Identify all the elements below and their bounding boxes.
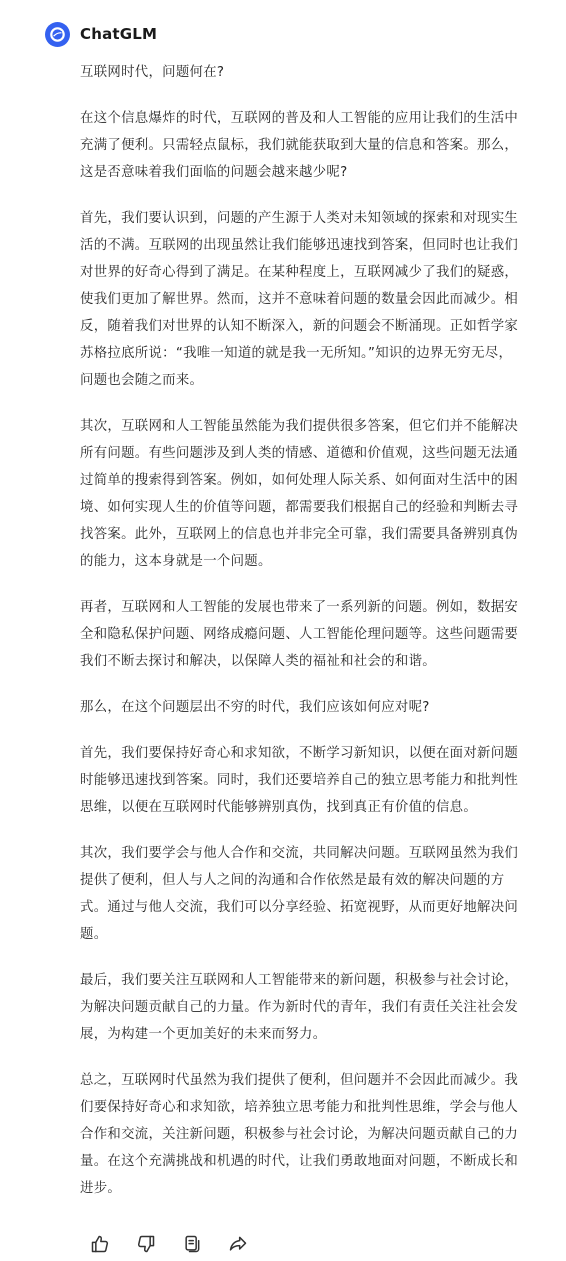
message-header bbox=[45, 21, 157, 47]
thumbs-up-icon bbox=[90, 1234, 110, 1254]
copy-icon bbox=[182, 1234, 202, 1254]
paragraph: 互联网时代，问题何在? bbox=[80, 65, 225, 80]
thumbs-down-icon bbox=[136, 1234, 156, 1254]
paragraph: 总之，互联网时代虽然为我们提供了便利，但问题并不会因此而减少。我们要保持好奇心和求知欲，培养独立思考能力和批判性思维，学会与他人合作和交流，关注新问题，积极参与社会讨论，为解决问题贡献自己的力量。在这个充满挑战和机遇的时代，让我们勇敢地面对问题，不断成长和进步。 bbox=[80, 1073, 519, 1196]
answer-content bbox=[80, 59, 520, 1221]
dislike-button[interactable] bbox=[135, 1233, 157, 1255]
paragraph: 最后，我们要关注互联网和人工智能带来的新问题，积极参与社会讨论，为解决问题贡献自己的力量。作为新时代的青年，我们有责任关注社会发展，为构建一个更加美好的未来而努力。 bbox=[80, 973, 519, 1042]
message-actions bbox=[89, 1233, 273, 1255]
paragraph: 其次，互联网和人工智能虽然能为我们提供很多答案，但它们并不能解决所有问题。有些问题涉及到人类的情感、道德和价值观，这些问题无法通过简单的搜索得到答案。例如，如何处理人际关系、如何面对生活中的困境、如何实现人生的价值等问题，都需要我们根据自己的经验和判断去寻找答案。此外，互联网上的信息也并非完全可靠，我们需要具备辨别真伪的能力，这本身就是一个问题。 bbox=[80, 419, 519, 569]
chatglm-logo-icon bbox=[45, 22, 70, 47]
paragraph: 其次，我们要学会与他人合作和交流，共同解决问题。互联网虽然为我们提供了便利，但人与人之间的沟通和合作依然是最有效的解决问题的方式。通过与他人交流，我们可以分享经验、拓宽视野，从而更好地解决问题。 bbox=[80, 846, 519, 942]
share-button[interactable] bbox=[227, 1233, 249, 1255]
share-icon bbox=[228, 1234, 248, 1254]
paragraph: 首先，我们要保持好奇心和求知欲，不断学习新知识，以便在面对新问题时能够迅速找到答案。同时，我们还要培养自己的独立思考能力和批判性思维，以便在互联网时代能够辨别真伪，找到真正有价值的信息。 bbox=[80, 746, 519, 815]
copy-button[interactable] bbox=[181, 1233, 203, 1255]
paragraph: 首先，我们要认识到，问题的产生源于人类对未知领域的探索和对现实生活的不满。互联网的出现虽然让我们能够迅速找到答案，但同时也让我们对世界的好奇心得到了满足。在某种程度上，互联网减少了我们的疑惑，使我们更加了解世界。然而，这并不意味着问题的数量会因此而减少。相反，随着我们对世界的认知不断深入，新的问题会不断涌现。正如哲学家苏格拉底所说：“我唯一知道的就是我一无所知。”知识的边界无穷无尽，问题也会随之而来。 bbox=[80, 211, 519, 388]
paragraph: 那么，在这个问题层出不穷的时代，我们应该如何应对呢? bbox=[80, 700, 430, 715]
like-button[interactable] bbox=[89, 1233, 111, 1255]
paragraph: 在这个信息爆炸的时代，互联网的普及和人工智能的应用让我们的生活中充满了便利。只需轻点鼠标，我们就能获取到大量的信息和答案。那么，这是否意味着我们面临的问题会越来越少呢? bbox=[80, 111, 519, 180]
paragraph: 再者，互联网和人工智能的发展也带来了一系列新的问题。例如，数据安全和隐私保护问题、网络成瘾问题、人工智能伦理问题等。这些问题需要我们不断去探讨和解决，以保障人类的福祉和社会的和谐。 bbox=[80, 600, 519, 669]
bot-name: ChatGLM bbox=[80, 25, 158, 43]
